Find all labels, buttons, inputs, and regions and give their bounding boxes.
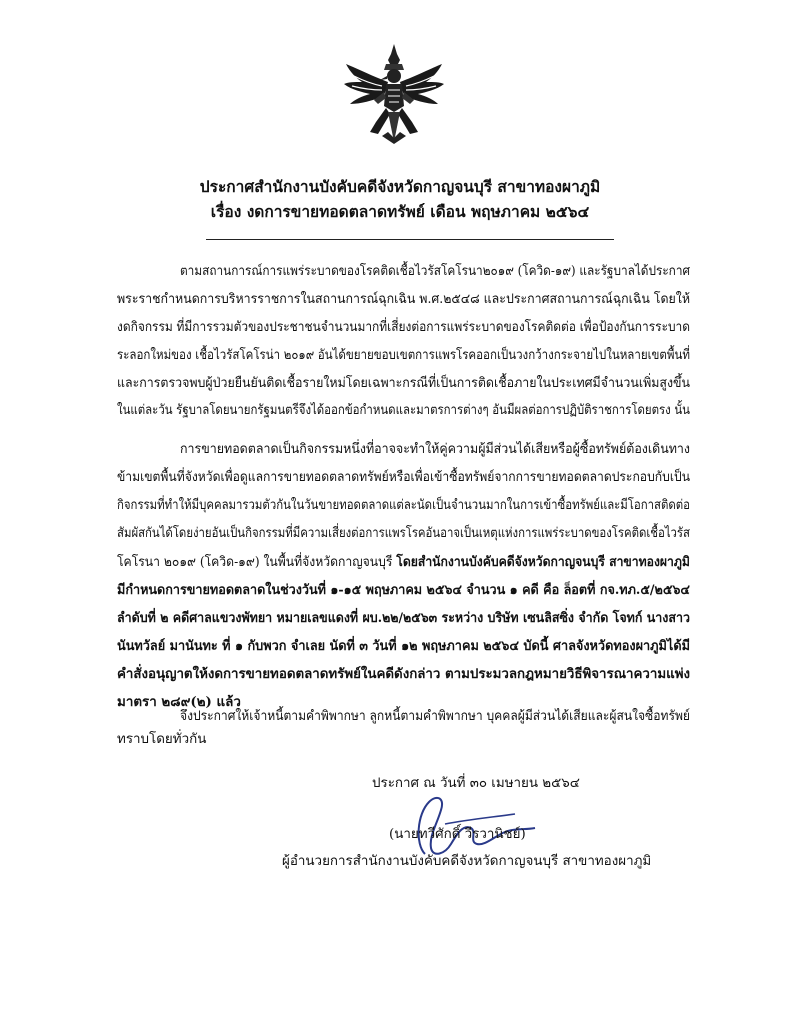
paragraph1-line: ระลอกใหม่ของ เชื้อไวรัสโคโรน่า ๒๐๑๙ อันได้ขยายขอบเขตการแพรโรคออกเป็นวงกว้างกระจายไปในหลายเขตพื้นที่ [117, 348, 690, 363]
paragraph1-line: พระราชกำหนดการบริหารราชการในสถานการณ์ฉุกเฉิน พ.ศ.๒๕๔๘ และประกาศสถานการณ์ฉุกเฉิน โดยให้ [117, 292, 691, 307]
paragraph2-line: กิจกรรมที่ทำให้มีบุคคลมารวมตัวกันในวันขายทอดตลาดแต่ละนัดเป็นจำนวนมากในการเข้าซื้อทรัพย์และมีโอกาสติดต่อ [117, 498, 690, 513]
signer-name: (นายทวีศักดิ์ วีรวานิชย์) [389, 827, 526, 842]
announcement-date: ประกาศ ณ วันที่ ๓๐ เมษายน ๒๕๖๔ [372, 776, 580, 791]
announcement-subject: เรื่อง งดการขายทอดตลาดทรัพย์ เดือน พฤษภาคม ๒๕๖๔ [210, 202, 590, 221]
paragraph1-line: งดกิจกรรม ที่มีการรวมตัวของประชาชนจำนวนมากที่เสี่ยงต่อการแพร่ระบาดของโรคติดต่อ เพื่อป้องกันการระบาด [117, 320, 691, 335]
paragraph1-line: ตามสถานการณ์การแพร่ระบาดของโรคติดเชื้อไวรัสโคโรนา๒๐๑๙ (โควิด-๑๙) และรัฐบาลได้ประกาศ [180, 264, 690, 279]
paragraph2-line: สัมผัสกันได้โดยง่ายอันเป็นกิจกรรมที่มีความเสี่ยงต่อการแพรโรคอันอาจเป็นเหตุแห่งการแพร่ระบาดของโรคติดเชื้อไวรัส [117, 526, 691, 541]
title-divider [206, 239, 614, 240]
paragraph2-bold-line: นันทวัลย์ มานันทะ ที่ ๑ กับพวก จำเลย นัดที่ ๓ วันที่ ๑๒ พฤษภาคม ๒๕๖๔ บัดนี้ ศาลจังหวัดทองผาภูมิได้มี [117, 638, 690, 654]
paragraph2-bold-line: ลำดับที่ ๒ คดีศาลแขวงพัทยา หมายเลขแดงที่ ผบ.๒๒/๒๕๖๓ ระหว่าง บริษัท เซนลิสซิ่ง จำกัด โจทก์ นางสาว [117, 610, 691, 626]
announcement-title: ประกาศสำนักงานบังคับคดีจังหวัดกาญจนบุรี สาขาทองผาภูมิ [199, 177, 601, 196]
paragraph2-bold-line: คำสั่งอนุญาตให้งดการขายทอดตลาดทรัพย์ในคดีดังกล่าว ตามประมวลกฎหมายวิธีพิจารณาความแพ่ง [117, 666, 691, 682]
paragraph2-bold-segment: โดยสำนักงานบังคับคดีจังหวัดกาญจนบุรี สาขาทองผาภูมิ [396, 554, 690, 570]
paragraph2-line-mixed [117, 553, 690, 572]
garuda-emblem-icon [342, 42, 446, 146]
paragraph3-line: ทราบโดยทั่วกัน [117, 732, 207, 747]
signer-title: ผู้อำนวยการสำนักงานบังคับคดีจังหวัดกาญจนบุรี สาขาทองผาภูมิ [282, 854, 652, 869]
paragraph1-line: ในแต่ละวัน รัฐบาลโดยนายกรัฐมนตรีจึงได้ออกข้อกำหนดและมาตรการต่างๆ อันมีผลต่อการปฏิบัติราชการโดยตรง นั้น [117, 403, 690, 418]
paragraph2-bold-line: มาตรา ๒๘๙(๒) แล้ว [117, 694, 241, 710]
paragraph3-line: จึงประกาศให้เจ้าหนี้ตามคำพิพากษา ลูกหนี้ตามคำพิพากษา บุคคลผู้มีส่วนได้เสียและผู้สนใจซื้อทรัพย์ [180, 709, 691, 724]
paragraph2-line: ข้ามเขตพื้นที่จังหวัดเพื่อดูแลการขายทอดตลาดทรัพย์หรือเพื่อเข้าซื้อทรัพย์จากการขายทอดตลาดประกอบกับเป็น [117, 470, 690, 485]
paragraph2-bold-line: มีกำหนดการขายทอดตลาดในช่วงวันที่ ๑-๑๕ พฤษภาคม ๒๕๖๔ จำนวน ๑ คดี คือ ล็อตที่ กจ.ทภ.๕/๒๕๖๔ [117, 582, 690, 598]
paragraph2-plain-segment: โคโรนา ๒๐๑๙ (โควิด-๑๙) ในพื้นที่จังหวัดกาญจนบุรี [117, 555, 397, 570]
paragraph2-line: การขายทอดตลาดเป็นกิจกรรมหนึ่งที่อาจจะทำให้คู่ความผู้มีส่วนได้เสียหรือผู้ซื้อทรัพย์ต้องเดินทาง [180, 442, 690, 457]
paragraph1-line: และการตรวจพบผู้ป่วยยืนยันติดเชื้อรายใหม่โดยเฉพาะกรณีที่เป็นการติดเชื้อภายในประเทศมีจำนวนเพิ่มสูงขึ้น [117, 376, 691, 391]
signature-icon [385, 784, 545, 864]
